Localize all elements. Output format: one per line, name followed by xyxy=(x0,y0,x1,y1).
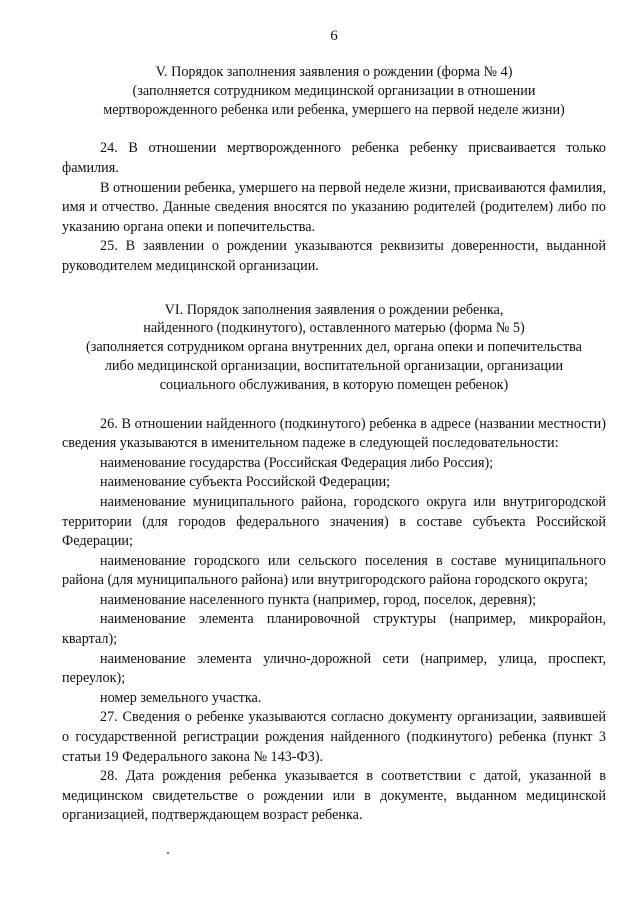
list-item-street-element: наименование элемента улично-дорожной сети (например, улица, проспект, переулок); xyxy=(62,650,606,687)
section-6-subtitle-line-2: либо медицинской организации, воспитательной организации, организации xyxy=(104,357,564,374)
list-item-land-plot: номер земельного участка. xyxy=(100,689,262,706)
list-item-country: наименование государства (Российская Федерация либо Россия); xyxy=(100,454,494,471)
section-6-title-line-2: найденного (подкинутого), оставленного матерью (форма № 5) xyxy=(143,320,525,337)
scan-dot xyxy=(167,852,169,854)
paragraph-24-continued: В отношении ребенка, умершего на первой неделе жизни, присваиваются фамилия, имя и отчество. Данные сведения вносятся по указанию родителей (родителем) либо по указанию органа опеки и попечительства. xyxy=(62,179,606,235)
paragraph-24: 24. В отношении мертворожденного ребенка ребенку присваивается только фамилия. xyxy=(62,140,606,176)
paragraph-26: 26. В отношении найденного (подкинутого) ребенка в адресе (названии местности) сведения указываются в именительном падеже в следующей последовательности: xyxy=(62,415,606,452)
section-6-subtitle-line-1: (заполняется сотрудником органа внутренних дел, органа опеки и попечительства xyxy=(86,339,582,356)
section-5-heading xyxy=(62,63,606,119)
section-5-subtitle-line-1: (заполняется сотрудником медицинской организации в отношении xyxy=(132,82,536,99)
list-item-settlement: наименование городского или сельского поселения в составе муниципального района (для муниципального района) или внутригородского района городского округа; xyxy=(62,552,606,589)
section-6-body xyxy=(62,415,606,826)
section-6-title-line-1: VI. Порядок заполнения заявления о рождении ребенка, xyxy=(164,301,504,318)
list-item-planning-element: наименование элемента планировочной структуры (например, микрорайон, квартал); xyxy=(62,611,606,648)
section-6-subtitle-line-3: социального обслуживания, в которую помещен ребенок) xyxy=(159,376,509,393)
section-5-body xyxy=(62,139,606,276)
section-5-title: V. Порядок заполнения заявления о рождении (форма № 4) xyxy=(155,64,513,80)
list-item-municipal-district: наименование муниципального района, городского округа или внутригородской территории (для городов федерального значения) в составе субъекта Российской Федерации; xyxy=(62,493,606,550)
paragraph-28: 28. Дата рождения ребенка указывается в соответствии с датой, указанной в медицинском свидетельстве о рождении или в документе, выданном медицинской организацией, подтверждающем возраст ребенка. xyxy=(62,768,606,824)
section-5-subtitle-line-2: мертворожденного ребенка или ребенка, умершего на первой неделе жизни) xyxy=(103,101,565,118)
list-item-locality: наименование населенного пункта (например, город, поселок, деревня); xyxy=(100,591,537,608)
list-item-subject: наименование субъекта Российской Федерации; xyxy=(100,474,391,491)
paragraph-25: 25. В заявлении о рождении указываются реквизиты доверенности, выданной руководителем медицинской организации. xyxy=(62,238,606,274)
page-number: 6 xyxy=(330,28,338,44)
paragraph-27: 27. Сведения о ребенке указываются согласно документу организации, заявившей о государственной регистрации рождения найденного (подкинутого) ребенка (пункт 3 статьи 19 Федерального закона № 143-ФЗ). xyxy=(62,709,606,765)
section-6-heading xyxy=(62,301,606,395)
